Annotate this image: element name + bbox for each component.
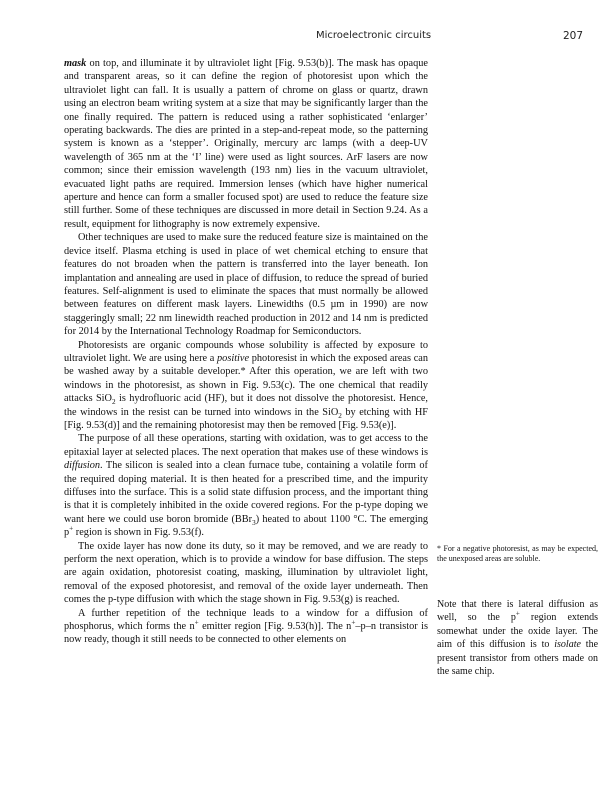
paragraph-3: Photoresists are organic compounds whose solubility is affected by exposure to ultraviolet light. We are using here a positive photoresist in which the exposed areas can be washed away by a suitable developer.* After this operation, we are left with two windows in the photoresist, as shown in Fig. 9.53(c). The one chemical that readily attacks SiO$_2$ is hydrofluoric acid (HF), but it does not dissolve the photoresist. Hence, the windows in the resist can be turned into windows in the SiO$_2$ by etching with HF [Fig. 9.53(d)] and the remaining photoresist may then be removed [Fig. 9.53(e)]. bbox=[64, 339, 429, 431]
margin-note: Note that there is lateral diffusion as well, so the p+ region extends somewhat under the oxide layer. The aim of this diffusion is to isolate the present transistor from others made on the same chip. bbox=[437, 599, 599, 678]
paragraph-5: The oxide layer has now done its duty, so it may be removed, and we are ready to perform the next operation, which is to provide a window for base diffusion. The steps are again oxidation, photoresist coating, masking, illumination by ultraviolet light, removal of the exposed photoresist, and removal of the oxide layer underneath. Then comes the p-type diffusion with which the stage shown in Fig. 9.53(g) is reached. bbox=[64, 540, 428, 606]
main-text-column bbox=[64, 57, 428, 647]
running-title: Microelectronic circuits bbox=[316, 30, 432, 41]
term-positive: positive bbox=[217, 352, 250, 364]
paragraph-1: mask on top, and illuminate it by ultraviolet light [Fig. 9.53(b)]. The mask has opaque and transparent areas, so it can define the region of photoresist upon which the ultraviolet light can fall. It is usually a pattern of chrome on glass or quartz, drawn using an electron beam writing system at a size that may be significantly larger than the one finally required. The pattern is reduced using a rather sophisticated ‘enlarger’ operating backwards. The dies are printed in a step-and-repeat mode, so the patterning system is known as a ‘stepper’. Originally, mercury arc lamps (with a deep-UV wavelength of 365 nm at the ‘I’ line) were used as light sources. ArF lasers are now common; since their emission wavelength (193 nm) lies in the vacuum ultraviolet, evacuated light paths are required. Immersion lenses (which have higher numerical aperture and hence can form a smaller focused spot) are used to reduce the feature size still further. Some of these techniques are discussed in more detail in Section 9.24. As a result, equipment for lithography is now extremely expensive. bbox=[64, 58, 428, 230]
term-isolate: isolate bbox=[554, 639, 581, 651]
paragraph-6: A further repetition of the technique leads to a window for a diffusion of phosphorus, which forms the n+ emitter region [Fig. 9.53(h)]. The n+–p–n transistor is now ready, though it still needs to be connected to other elements on bbox=[64, 607, 428, 646]
footnote: * For a negative photoresist, as may be expected, the unexposed areas are soluble. bbox=[437, 544, 598, 563]
term-mask: mask bbox=[64, 58, 87, 69]
term-diffusion: diffusion bbox=[64, 460, 101, 472]
paragraph-2: Other techniques are used to make sure the reduced feature size is maintained on the device itself. Plasma etching is used in place of wet chemical etching to ensure that features do not broaden when the pattern is transferred into the layer beneath. Ion implantation and annealing are used in place of diffusion, to reduce the spread of buried features. Self-alignment is used to eliminate the spaces that must normally be allowed between features on different mask layers. Linewidths (0.5 µm in 1990) are now staggeringly small; 22 nm linewidth reached production in 2012 and 14 nm is predicted for 2014 by the International Technology Roadmap for Semiconductors. bbox=[64, 232, 428, 338]
page-number: 207 bbox=[563, 30, 584, 42]
paragraph-4: The purpose of all these operations, starting with oxidation, was to get access to the epitaxial layer at selected places. The next operation that makes use of these windows is diffusion. The silicon is sealed into a clean furnace tube, containing a volatile form of the required doping material. It is then heated for a prescribed time, and the impurity diffuses into the surface. This is a solid state diffusion process, and the important thing is that it is completely inhibited in the oxide covered regions. For the p-type doping we want here we could use boron bromide (BBr$_3$) heated to about 1100 °C. The emerging p+ region is shown in Fig. 9.53(f). bbox=[64, 433, 428, 539]
